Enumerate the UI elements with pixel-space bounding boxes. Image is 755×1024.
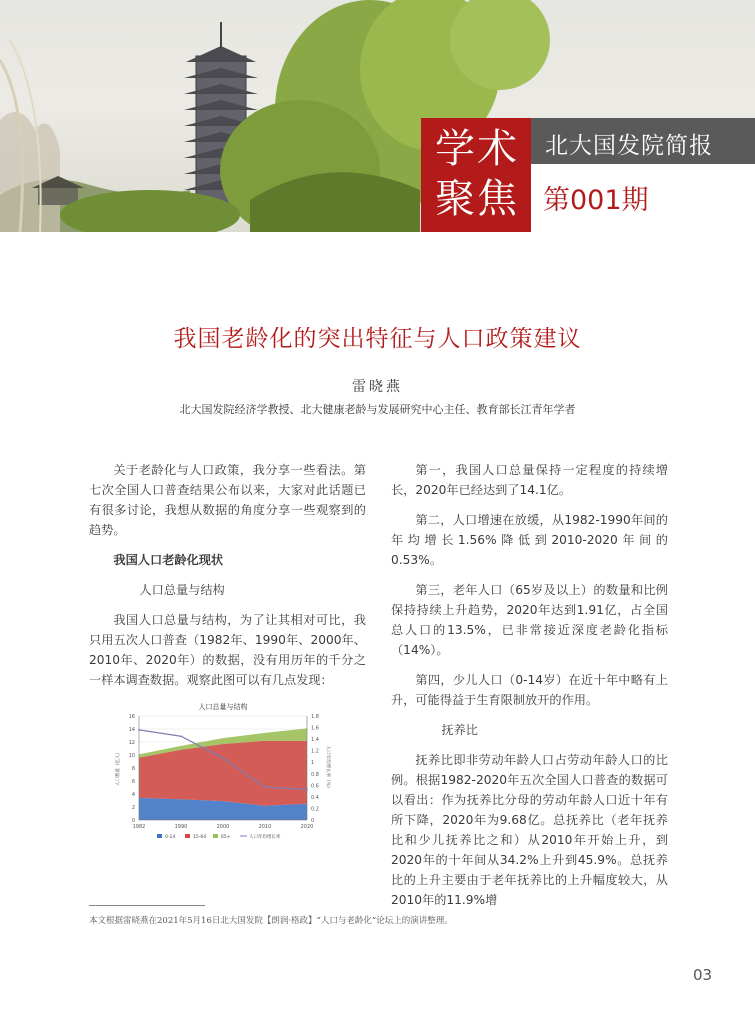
x-tick-label: 2000 (216, 824, 230, 830)
y-tick-left: 10 (128, 753, 135, 759)
legend-swatch (185, 834, 190, 838)
population-chart-svg (113, 700, 333, 842)
population-paragraph: 我国人口总量与结构，为了让其相对可比，我只用五次人口普查（1982年、1990年、2000年、2010年、2020年）的数据，没有用历年的千分之一样本调查数据。观察此图可以有几点发现： (89, 613, 366, 687)
issue-number: 第001期 (543, 185, 649, 216)
y-tick-left: 16 (128, 714, 135, 720)
y-tick-left: 8 (131, 766, 135, 772)
y-tick-left: 0 (131, 818, 135, 824)
y-axis-left-label: 人口数量（亿人） (116, 750, 121, 786)
population-chart (113, 700, 333, 842)
y-tick-right: 0.4 (311, 794, 319, 801)
y-tick-right: 1.4 (311, 737, 319, 744)
finding-3: 第三，老年人口（65岁及以上）的数量和比例保持持续上升趋势，2020年达到1.91亿，占全国总人口的13.5%，已非常接近深度老龄化指标（14%）。 (391, 583, 668, 657)
section-heading: 我国人口老龄化现状 (113, 553, 224, 567)
right-column (391, 460, 668, 910)
y-tick-right: 1.8 (311, 714, 319, 720)
finding-1: 第一，我国人口总量保持一定程度的持续增长，2020年已经达到了14.1亿。 (391, 463, 668, 497)
y-tick-right: 1.2 (311, 748, 319, 755)
footnote-rule (89, 905, 205, 906)
y-tick-right: 0.6 (311, 783, 319, 790)
y-tick-left: 14 (128, 727, 135, 733)
x-tick-label: 1990 (174, 824, 188, 830)
y-axis-right-label: 人口年均增长率（%） (325, 745, 330, 791)
author-affiliation: 北大国发院经济学教授、北大健康老龄与发展研究中心主任、教育部长江青年学者 (179, 403, 576, 416)
intro-paragraph: 关于老龄化与人口政策，我分享一些看法。第七次全国人口普查结果公布以来，大家对此话题已有很多讨论，我想从数据的角度分享一些观察到的趋势。 (89, 463, 366, 537)
growth-rate-point (180, 735, 182, 737)
sub-heading-dependency: 抚养比 (441, 723, 478, 737)
y-tick-left: 6 (131, 779, 135, 785)
x-tick-label: 2010 (258, 824, 272, 830)
article-title: 我国老龄化的突出特征与人口政策建议 (173, 326, 582, 352)
author-name: 雷晓燕 (352, 379, 403, 395)
footnote: 本文根据雷晓燕在2021年5月16日北大国发院【朗润·格政】“人口与老龄化”论坛上的演讲整理。 (89, 916, 453, 926)
page-number: 03 (693, 966, 713, 984)
y-tick-right: 0 (311, 818, 315, 824)
y-tick-right: 0.8 (311, 771, 319, 778)
finding-2: 第二，人口增速在放缓，从1982-1990年间的年均增长1.56%降低到2010-2020年间的0.53%。 (391, 513, 668, 567)
legend-label: 15-64 (193, 835, 207, 840)
header-photo (0, 0, 755, 232)
x-tick-label: 2020 (300, 824, 314, 830)
legend-label: 65+ (221, 835, 231, 840)
y-tick-right: 1.6 (311, 725, 319, 732)
issue-band (531, 164, 755, 232)
growth-rate-point (222, 757, 224, 759)
y-tick-left: 12 (128, 740, 135, 746)
finding-4: 第四，少儿人口（0-14岁）在近十年中略有上升，可能得益于生育限制放开的作用。 (391, 673, 668, 707)
chart-title: 人口总量与结构 (198, 703, 248, 711)
publication-band (531, 118, 755, 164)
sub-heading-population: 人口总量与结构 (139, 583, 225, 597)
growth-rate-point (264, 786, 266, 788)
legend-label: 人口年均增长率 (249, 835, 281, 840)
x-tick-label: 1982 (132, 824, 146, 830)
y-tick-left: 4 (131, 792, 135, 798)
left-column (89, 460, 366, 842)
section-tag-line2: 聚焦 (435, 176, 519, 222)
section-tag-line1: 学术 (435, 126, 519, 172)
dependency-paragraph: 抚养比即非劳动年龄人口占劳动年龄人口的比例。根据1982-2020年五次全国人口普查的数据可以看出：作为抚养比分母的劳动年龄人口近十年有所下降，2020年为9.68亿。总抚养比（老年抚养比和少儿抚养比之和）从2010年开始上升，到2020年的十年间从34.2%上升到45.9%。总抚养比的上升主要由于老年抚养比的上升幅度较大，从2010年的11.9%增 (391, 753, 668, 907)
section-tag (421, 118, 531, 232)
legend-swatch (213, 834, 218, 838)
y-tick-right: 1 (311, 760, 315, 767)
y-tick-left: 2 (131, 805, 135, 811)
y-tick-right: 0.2 (311, 806, 319, 813)
publication-name: 北大国发院简报 (545, 133, 713, 159)
legend-label: 0-14 (165, 835, 176, 840)
legend-swatch (157, 834, 162, 838)
